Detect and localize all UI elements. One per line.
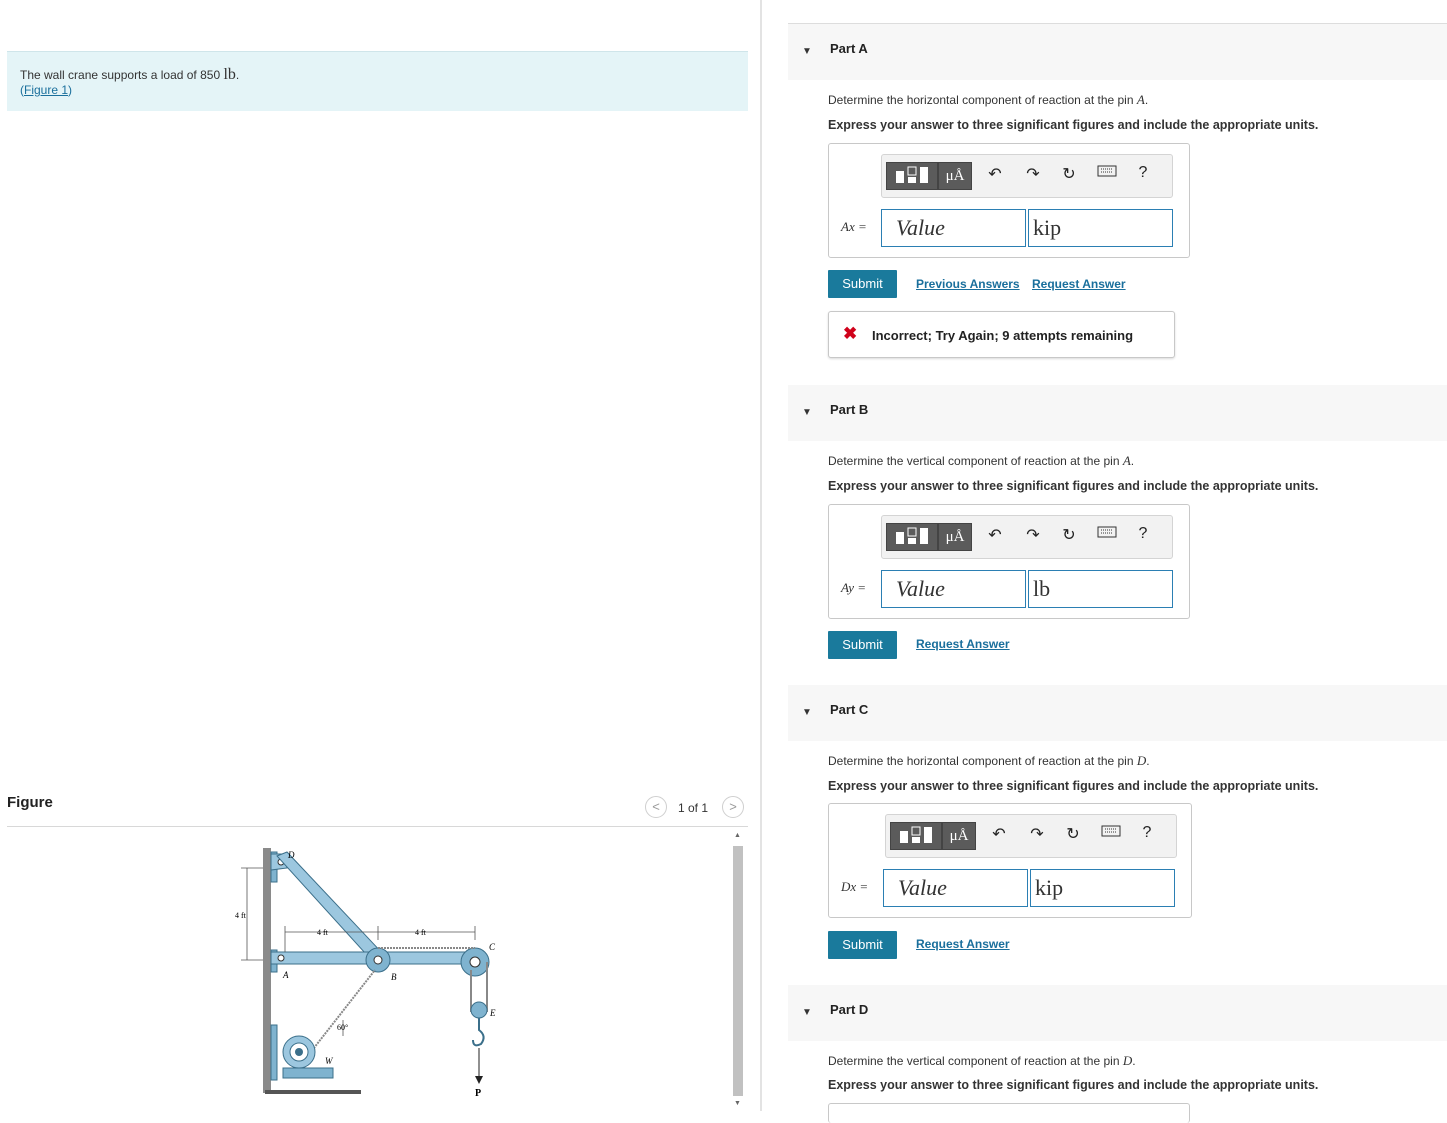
- part-a-label: Part A: [830, 41, 868, 56]
- collapse-triangle-icon: ▼: [802, 1007, 812, 1018]
- part-d-label: Part D: [830, 1002, 869, 1017]
- part-d-question-text: Determine the vertical component of reaction at the pin: [828, 1054, 1120, 1068]
- part-c-unit-input[interactable]: kip: [1030, 869, 1175, 907]
- feedback-message: Incorrect; Try Again; 9 attempts remaining: [872, 328, 1134, 343]
- reset-icon[interactable]: ↻: [1062, 527, 1076, 544]
- incorrect-x-icon: ✖: [843, 324, 858, 343]
- undo-icon[interactable]: ↶: [988, 527, 1002, 544]
- help-icon[interactable]: ?: [1138, 525, 1148, 542]
- part-d-instruction: Express your answer to three significant figures and include the appropriate units.: [828, 1078, 1319, 1092]
- part-b-value-input[interactable]: Value: [881, 570, 1026, 608]
- part-d-answer-box: [828, 1103, 1190, 1123]
- part-a-header[interactable]: [788, 24, 1447, 80]
- part-c-toolbar: [885, 814, 1177, 858]
- figure-link-wrap: (Figure 1): [20, 83, 73, 97]
- units-icon[interactable]: μÅ: [938, 162, 972, 190]
- part-c-label: Part C: [830, 702, 869, 717]
- label-E: E: [490, 1008, 496, 1018]
- collapse-triangle-icon: ▼: [802, 407, 812, 418]
- label-D: D: [288, 850, 295, 860]
- diagonal-member: [277, 852, 385, 964]
- part-b-answer-box: [828, 504, 1190, 619]
- load-unit: lb: [223, 66, 236, 83]
- figure-divider: [7, 826, 748, 827]
- problem-text: The wall crane supports a load of 850 lb.: [20, 66, 240, 83]
- wall-crane-figure: [225, 840, 515, 1111]
- part-a-feedback: [828, 311, 1175, 358]
- collapse-triangle-icon: ▼: [802, 707, 812, 718]
- problem-text-body: The wall crane supports a load of 850: [20, 68, 221, 82]
- part-c-var-label: Dx =: [841, 879, 869, 894]
- part-b-instruction: Express your answer to three significant figures and include the appropriate units.: [828, 479, 1319, 493]
- dim-1-label: 4 ft: [317, 928, 328, 937]
- redo-icon[interactable]: ↷: [1026, 166, 1040, 183]
- prev-figure-button[interactable]: <: [645, 796, 667, 818]
- label-P: P: [475, 1088, 482, 1099]
- reset-icon[interactable]: ↻: [1066, 826, 1080, 843]
- figure-pager: 1 of 1: [678, 801, 709, 815]
- help-icon[interactable]: ?: [1142, 824, 1152, 841]
- part-b-question-text: Determine the vertical component of reaction at the pin: [828, 454, 1120, 468]
- part-a-question: Determine the horizontal component of reaction at the pin A.: [828, 92, 1149, 107]
- undo-icon[interactable]: ↶: [992, 826, 1006, 843]
- part-d-pin: D: [1122, 1053, 1133, 1068]
- scroll-up-arrow[interactable]: ▲: [734, 832, 741, 839]
- label-W: W: [325, 1056, 333, 1066]
- label-B: B: [391, 972, 397, 982]
- problem-statement: [7, 51, 748, 111]
- part-b-var-label: Ay =: [841, 580, 867, 595]
- part-c-header[interactable]: [788, 685, 1447, 741]
- figure-title: Figure: [7, 794, 53, 811]
- redo-icon[interactable]: ↷: [1030, 826, 1044, 843]
- part-b-header[interactable]: [788, 385, 1447, 441]
- part-a-value-input[interactable]: Value: [881, 209, 1026, 247]
- previous-answers-link[interactable]: Previous Answers: [916, 277, 1020, 291]
- dim-2-label: 4 ft: [415, 928, 426, 937]
- undo-icon[interactable]: ↶: [988, 166, 1002, 183]
- label-C: C: [489, 942, 496, 952]
- part-b-request-answer-link[interactable]: Request Answer: [916, 637, 1010, 651]
- part-a-answer-box: [828, 143, 1190, 258]
- panel-divider[interactable]: [760, 0, 762, 1111]
- part-a-toolbar: [881, 154, 1173, 198]
- part-a-pin: A: [1136, 92, 1145, 107]
- part-a-question-text: Determine the horizontal component of reaction at the pin: [828, 93, 1134, 107]
- part-b-toolbar: [881, 515, 1173, 559]
- templates-icon[interactable]: [886, 162, 938, 190]
- reset-icon[interactable]: ↻: [1062, 166, 1076, 183]
- figure-scroll-thumb[interactable]: [733, 846, 743, 1096]
- units-icon[interactable]: μÅ: [938, 523, 972, 551]
- collapse-triangle-icon: ▼: [802, 46, 812, 57]
- part-c-submit-button[interactable]: Submit: [828, 931, 897, 959]
- part-d-question: Determine the vertical component of reaction at the pin D.: [828, 1053, 1136, 1068]
- part-a-request-answer-link[interactable]: Request Answer: [1032, 277, 1126, 291]
- part-c-answer-box: [828, 803, 1192, 918]
- part-b-label: Part B: [830, 402, 869, 417]
- help-icon[interactable]: ?: [1138, 164, 1148, 181]
- part-c-question: Determine the horizontal component of reaction at the pin D.: [828, 753, 1150, 768]
- part-c-value-input[interactable]: Value: [883, 869, 1028, 907]
- templates-icon[interactable]: [886, 523, 938, 551]
- figure-link[interactable]: Figure 1: [24, 83, 69, 97]
- part-a-submit-button[interactable]: Submit: [828, 270, 897, 298]
- part-c-question-text: Determine the horizontal component of reaction at the pin: [828, 754, 1134, 768]
- part-d-header[interactable]: [788, 985, 1447, 1041]
- scroll-down-arrow[interactable]: ▼: [734, 1100, 741, 1107]
- part-a-var-label: Ax =: [841, 219, 867, 234]
- part-a-unit-input[interactable]: kip: [1028, 209, 1173, 247]
- part-b-submit-button[interactable]: Submit: [828, 631, 897, 659]
- part-a-instruction: Express your answer to three significant figures and include the appropriate units.: [828, 118, 1319, 132]
- redo-icon[interactable]: ↷: [1026, 527, 1040, 544]
- part-c-pin: D: [1136, 753, 1147, 768]
- part-b-unit-input[interactable]: lb: [1028, 570, 1173, 608]
- label-A: A: [283, 970, 289, 980]
- templates-icon[interactable]: [890, 822, 942, 850]
- part-b-question: Determine the vertical component of reaction at the pin A.: [828, 453, 1135, 468]
- keyboard-icon[interactable]: [1096, 525, 1118, 553]
- dim-vertical-label: 4 ft: [235, 911, 246, 920]
- wall: [263, 848, 271, 1093]
- keyboard-icon[interactable]: [1096, 164, 1118, 192]
- part-b-pin: A: [1122, 453, 1131, 468]
- part-c-instruction: Express your answer to three significant figures and include the appropriate units.: [828, 779, 1319, 793]
- keyboard-icon[interactable]: [1100, 824, 1122, 852]
- part-c-request-answer-link[interactable]: Request Answer: [916, 937, 1010, 951]
- angle-label: 60°: [337, 1023, 349, 1032]
- units-icon[interactable]: μÅ: [942, 822, 976, 850]
- next-figure-button[interactable]: >: [722, 796, 744, 818]
